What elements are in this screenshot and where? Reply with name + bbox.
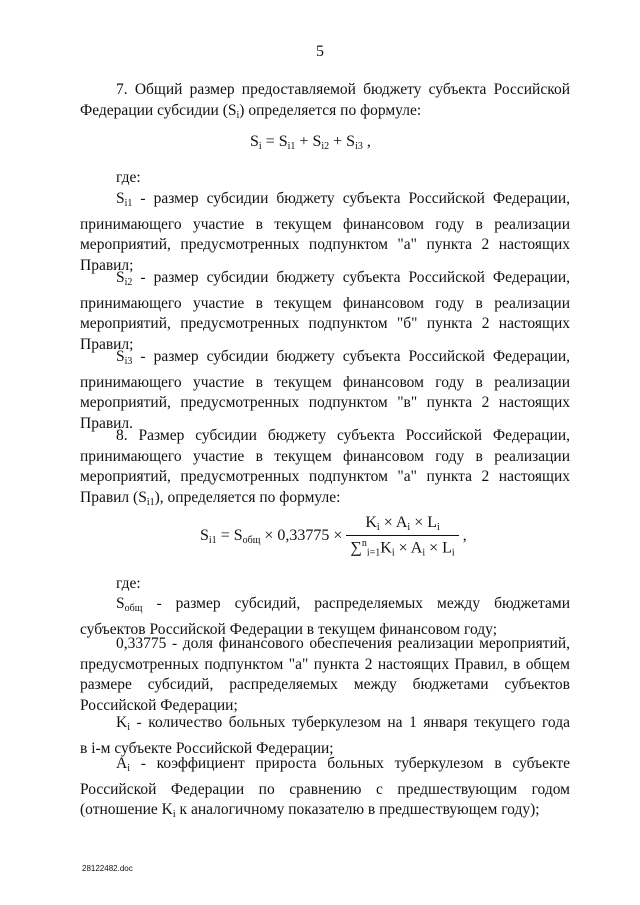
page-number: 5 bbox=[316, 43, 324, 60]
paragraph-7 bbox=[80, 80, 570, 126]
definition-si1: $S_{i1}$ - размер субсидии бюджету субъекта Российской Федерации, принимающего участие в текущем финансовом году в реализации мероприятий, предусмотренных подпунктом "а" пункта 2 настоящих Правил; bbox=[80, 190, 570, 274]
definition-ai: $A_i$ - коэффициент прироста больных туберкулезом в субъекте Российской Федерации по сравнению с предшествующим годом (отношение $K_i$ к аналогичному показателю в предшествующем году); bbox=[80, 755, 570, 821]
paragraph-7-line: Федерации субсидии $(S_i)$ определяется по формуле: bbox=[80, 101, 422, 121]
definition-sobsh: $S_{общ}$ - размер субсидий, распределяемых между бюджетами субъектов Российской Федерации в текущем финансовом году; bbox=[80, 595, 570, 638]
definition-coefficient: 0,33775 - доля финансового обеспечения реализации мероприятий, предусмотренных подпунктом "а" пункта 2 настоящих Правил, в общем размере субсидий, распределяемых между бюджетами субъектов Российской Федерации; bbox=[80, 635, 570, 714]
formula-si1: $S_{i1} = S_{общ} \times 0,33775$ × $\frac{K_i \times A_i \times L_i}{\sum^n_{i=1}K_i \times A_i \times L_i}$ , bbox=[200, 514, 467, 559]
definition-ki: $K_i$ - количество больных туберкулезом на 1 января текущего года в i-м субъекте Российской Федерации; bbox=[80, 714, 570, 757]
file-name-footer: 28122482.doc bbox=[82, 864, 133, 873]
definition-si3: $S_{i3}$ - размер субсидии бюджету субъекта Российской Федерации, принимающего участие в текущем финансовом году в реализации мероприятий, предусмотренных подпунктом "в" пункта 2 настоящих Правил. bbox=[80, 348, 570, 432]
where-label-2: где: bbox=[116, 575, 141, 592]
fraction-numerator: $K_i \times A_i \times L_i$ bbox=[346, 514, 458, 536]
paragraph-7-line: 7. Общий размер предоставляемой бюджету субъекта Российской bbox=[116, 81, 570, 98]
paragraph-8: 8. Размер субсидии бюджету субъекта Российской Федерации, принимающего участие в текущем финансовом году в реализации мероприятий, предусмотренных подпунктом "а" пункта 2 настоящих Правил $(S_{i1})$, определяется по формуле: bbox=[80, 427, 570, 508]
where-label-1: где: bbox=[116, 169, 141, 186]
fraction-denominator: $\sum^n_{i=1}K_i \times A_i \times L_i$ bbox=[350, 538, 455, 559]
formula-si: $S_i = S_{i1} + S_{i2} + S_{i3}$ , bbox=[250, 133, 371, 152]
definition-si2: $S_{i2}$ - размер субсидии бюджету субъекта Российской Федерации, принимающего участие в текущем финансовом году в реализации мероприятий, предусмотренных подпунктом "б" пункта 2 настоящих Правил; bbox=[80, 269, 570, 353]
formula-fraction bbox=[346, 514, 458, 558]
